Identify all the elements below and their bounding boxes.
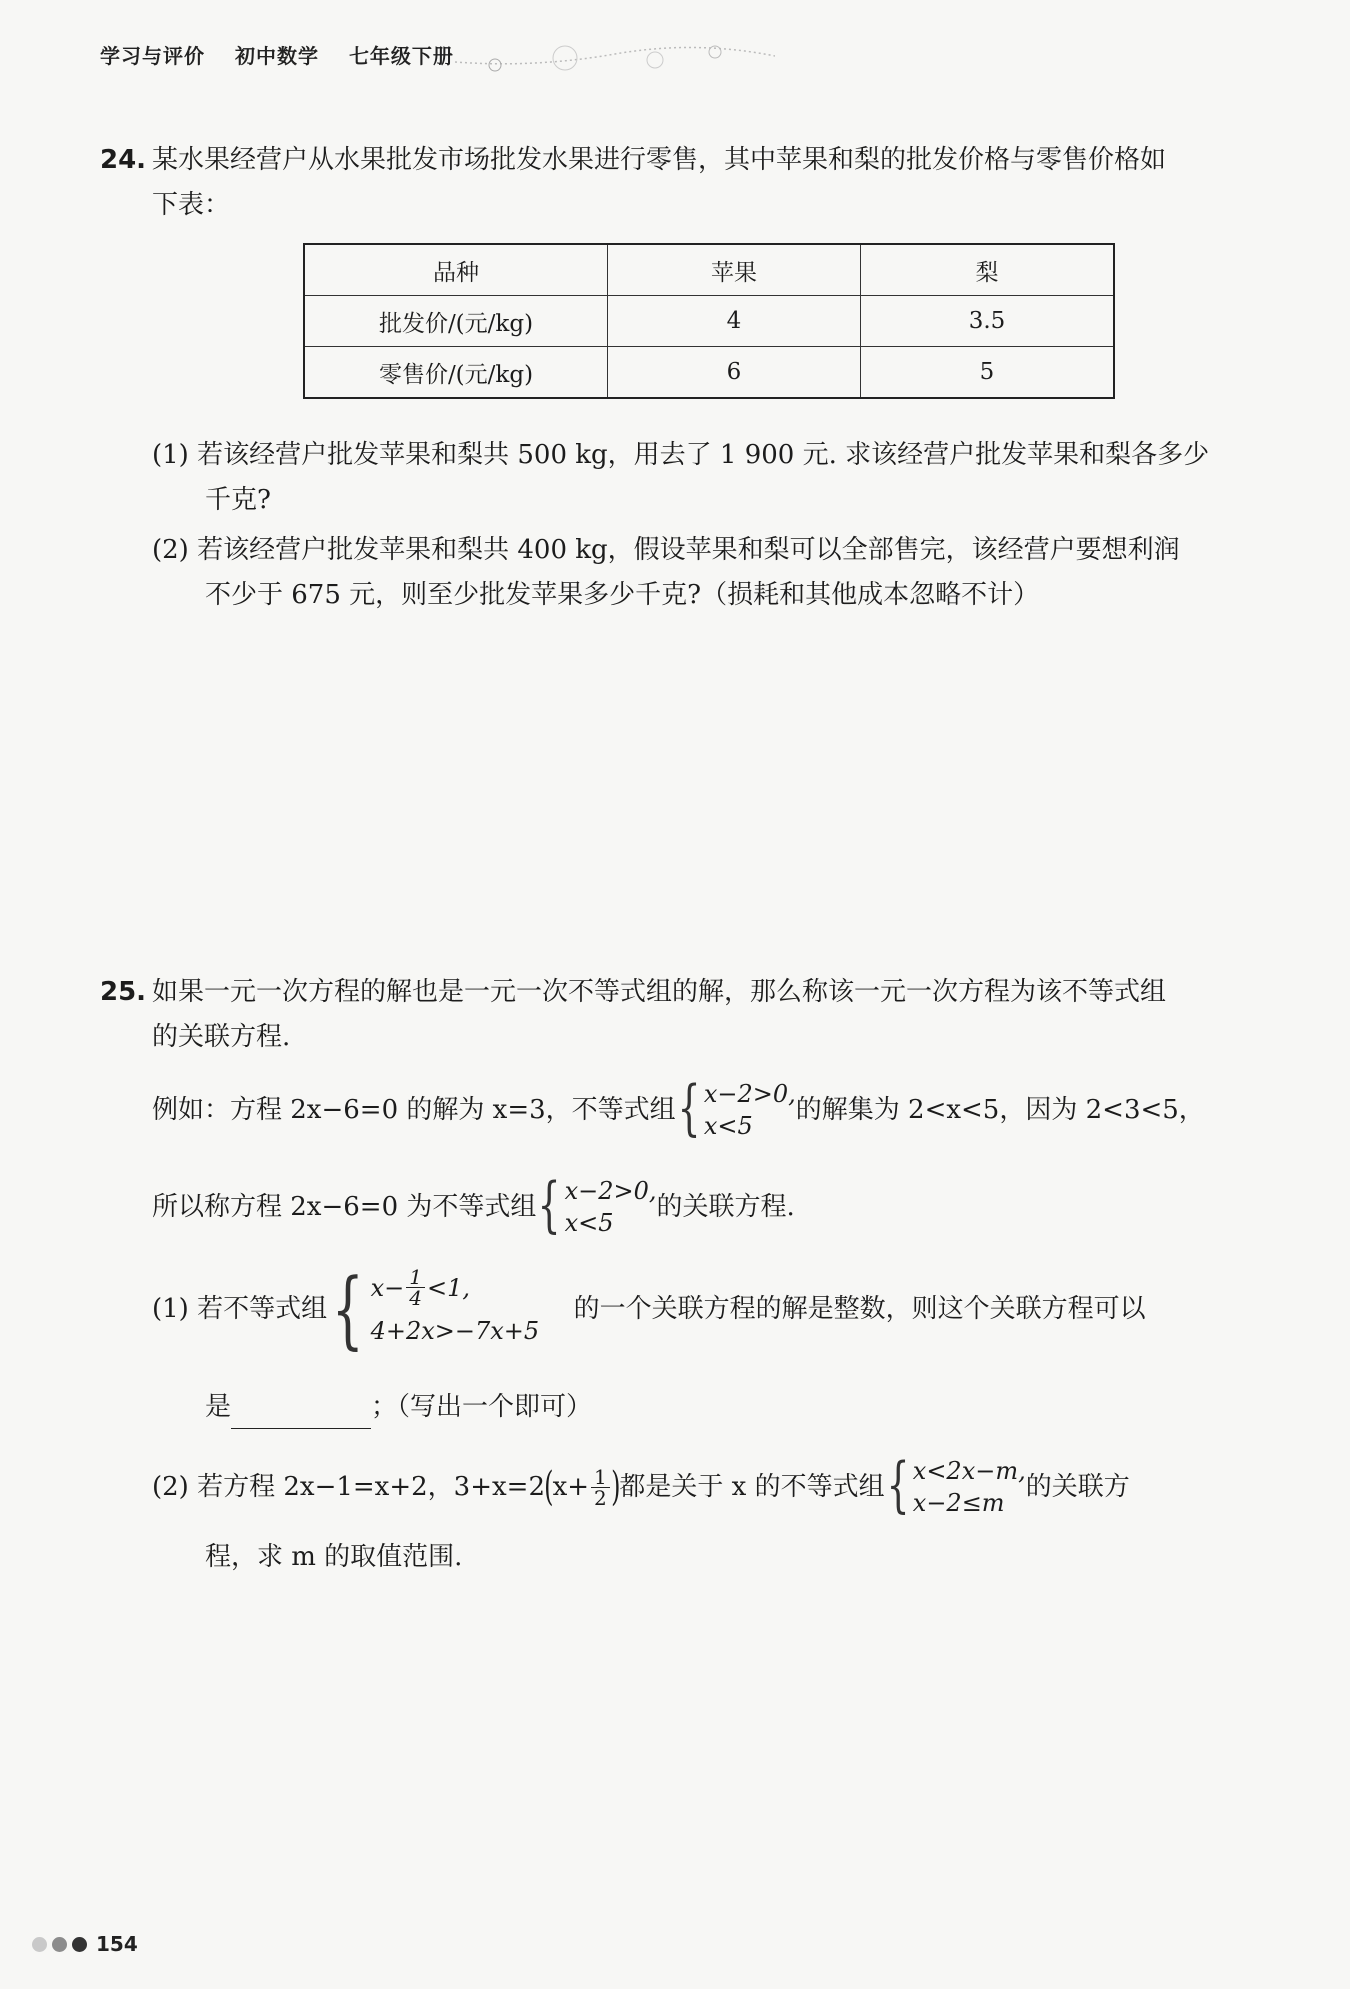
- system-line: x−2≤m: [912, 1489, 1005, 1517]
- table-row: [304, 347, 1114, 399]
- part2-text-a: (2) 若方程 2x−1=x+2，3+x=2: [152, 1472, 545, 1502]
- table-cell: 批发价/(元/kg): [304, 296, 608, 347]
- example2-text-a: 所以称方程 2x−6=0 为不等式组: [152, 1192, 537, 1222]
- q25-example-line1: [152, 1073, 1205, 1143]
- example-text-b: 的解集为 2<x<5，因为 2<3<5，: [795, 1095, 1205, 1125]
- q24-part2-line1: (2) 若该经营户批发苹果和梨共 400 kg，假设苹果和梨可以全部售完，该经营户要想利润: [152, 535, 1180, 565]
- q24-part2-line2: 不少于 675 元，则至少批发苹果多少千克?（损耗和其他成本忽略不计）: [205, 580, 1040, 610]
- inequality-system: [885, 1450, 1026, 1520]
- table-cell: 5: [861, 347, 1115, 399]
- brace-icon: {: [538, 1170, 561, 1240]
- right-paren: ): [610, 1464, 621, 1510]
- question-24-number: 24.: [100, 145, 147, 175]
- table-header-cell: 品种: [304, 244, 608, 296]
- q24-part1-line2: 千克?: [205, 485, 271, 515]
- page-footer: [32, 1932, 138, 1956]
- dot-icon: [52, 1937, 67, 1952]
- numerator: 1: [406, 1267, 425, 1288]
- brace-icon: {: [886, 1450, 910, 1520]
- header-decoration: [455, 38, 775, 78]
- page-number: 154: [96, 1932, 138, 1956]
- table-cell: 3.5: [861, 296, 1115, 347]
- running-header: [100, 40, 476, 69]
- table-row: [304, 296, 1114, 347]
- q25-part2-line2: 程，求 m 的取值范围.: [205, 1542, 463, 1572]
- example-text-a: 例如：方程 2x−6=0 的解为 x=3，不等式组: [152, 1095, 676, 1125]
- q24-part1-line1: (1) 若该经营户批发苹果和梨共 500 kg，用去了 1 900 元. 求该经营户批发苹果和梨各多少: [152, 440, 1210, 470]
- part1-text-d: ；（写出一个即可）: [371, 1392, 593, 1422]
- part1-text-a: (1) 若不等式组: [152, 1294, 328, 1324]
- part1-text-b: 的一个关联方程的解是整数，则这个关联方程可以: [573, 1294, 1146, 1324]
- q25-part1-line1: [152, 1260, 1146, 1358]
- q24-intro-line1: 某水果经营户从水果批发市场批发水果进行零售，其中苹果和梨的批发价格与零售价格如: [152, 145, 1167, 175]
- inequality-system: [327, 1260, 565, 1358]
- paren-text: x+: [552, 1472, 590, 1502]
- left-paren: (: [544, 1464, 554, 1510]
- grade: 七年级下册: [348, 44, 454, 68]
- system-line: x−2>0,: [703, 1080, 796, 1108]
- brace-icon: {: [331, 1260, 364, 1358]
- answer-blank[interactable]: [231, 1398, 371, 1429]
- fraction: [406, 1267, 425, 1308]
- system-line: x−2>0,: [564, 1177, 657, 1205]
- system-line: x<5: [564, 1209, 614, 1237]
- book-title: 学习与评价: [100, 44, 205, 68]
- system-line: x<2x−m,: [912, 1457, 1026, 1485]
- table-cell: 6: [608, 347, 861, 399]
- system-line: x−: [370, 1273, 405, 1302]
- table-header-row: [304, 244, 1114, 296]
- system-line: x<5: [703, 1112, 753, 1140]
- denominator: 2: [594, 1485, 607, 1510]
- part1-text-c: 是: [205, 1392, 232, 1422]
- part2-text-b: 都是关于 x 的不等式组: [619, 1472, 885, 1502]
- price-table: [303, 243, 1115, 399]
- table-cell: 4: [608, 296, 861, 347]
- inequality-system: [676, 1073, 796, 1143]
- q25-part2-line1: [152, 1450, 1130, 1520]
- dot-icon: [32, 1937, 47, 1952]
- q24-intro-line2: 下表：: [152, 190, 231, 220]
- subject: 初中数学: [234, 44, 319, 68]
- fraction: [591, 1464, 610, 1510]
- inequality-system: [536, 1170, 657, 1240]
- table-header-cell: 苹果: [608, 244, 861, 296]
- q25-intro-line1: 如果一元一次方程的解也是一元一次不等式组的解，那么称该一元一次方程为该不等式组: [152, 977, 1167, 1007]
- q25-intro-line2: 的关联方程.: [152, 1022, 291, 1052]
- q25-example-line2: [152, 1170, 795, 1240]
- dot-icon: [72, 1937, 87, 1952]
- example2-text-b: 的关联方程.: [656, 1192, 795, 1222]
- system-line: 4+2x>−7x+5: [370, 1317, 540, 1345]
- part2-text-c: 的关联方: [1025, 1472, 1130, 1502]
- question-25-number: 25.: [100, 977, 147, 1007]
- table-cell: 零售价/(元/kg): [304, 347, 608, 399]
- numerator: 1: [591, 1467, 610, 1488]
- brace-icon: {: [677, 1073, 701, 1143]
- system-line: <1,: [426, 1273, 470, 1302]
- table-header-cell: 梨: [861, 244, 1115, 296]
- q25-part1-line2: [205, 1385, 592, 1429]
- denominator: 4: [409, 1286, 422, 1310]
